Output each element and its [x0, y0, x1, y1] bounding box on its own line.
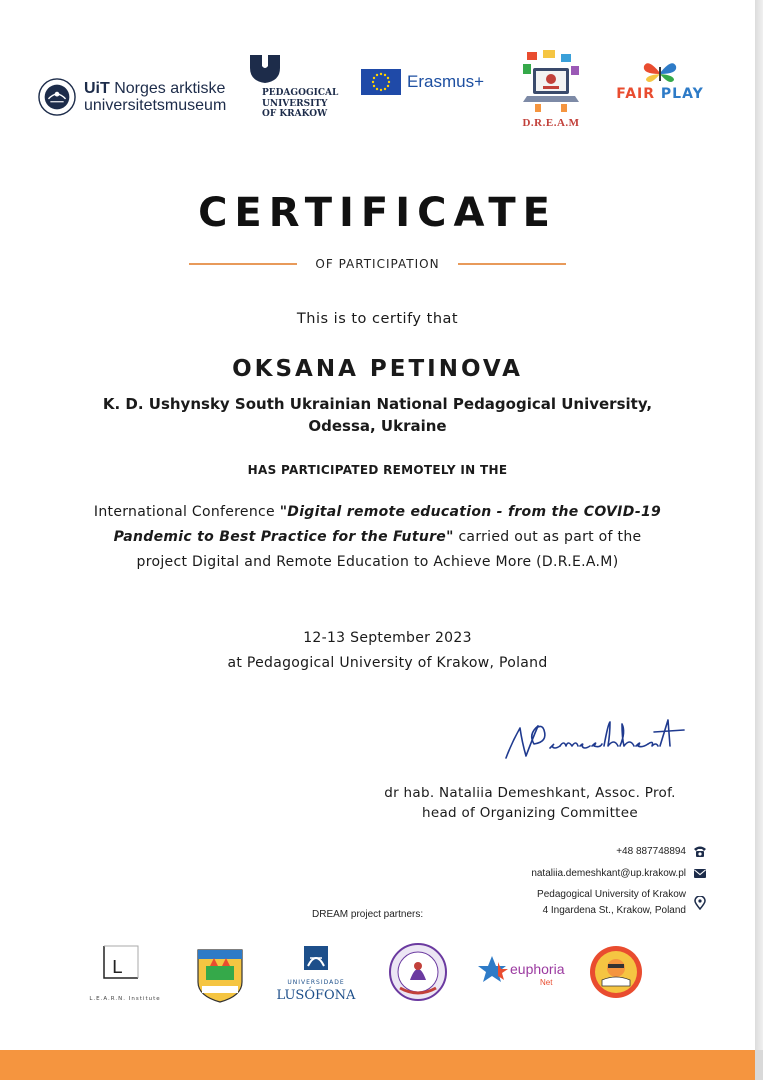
address-line1: Pedagogical University of Krakow — [537, 889, 686, 900]
erasmus-text: Erasmus+ — [407, 72, 484, 91]
phone-icon — [693, 844, 707, 858]
contact-phone: +48 887748894 — [616, 845, 686, 857]
bottom-accent-bar — [0, 1050, 755, 1080]
uit-seal-icon — [38, 78, 76, 116]
sun-seal-partner-logo — [588, 944, 644, 1000]
uit-wordmark — [84, 80, 226, 114]
uit-bold: UiT — [84, 80, 110, 97]
euphoria-net-logo — [478, 952, 568, 994]
signatory-role: head of Organizing Committee — [422, 805, 638, 821]
university-name-text: PEDAGOGICAL UNIVERSITY OF KRAKOW — [262, 88, 339, 119]
certificate-subtitle: OF PARTICIPATION — [315, 257, 440, 271]
fairplay-logo — [610, 58, 710, 102]
dream-logo — [513, 50, 589, 129]
lusofona-top-text: UNIVERSIDADE — [287, 979, 345, 986]
left-divider — [189, 263, 297, 265]
signatory-block — [360, 783, 700, 823]
crest-partner-logo — [196, 948, 244, 1004]
certify-text: This is to certify that — [296, 311, 459, 327]
fairplay-text: FAIR PLAY — [616, 86, 704, 102]
recipient-university — [0, 393, 755, 437]
participation-statement: HAS PARTICIPATED REMOTELY IN THE — [247, 463, 508, 477]
signatory-name: dr hab. Nataliia Demeshkant, Assoc. Prof. — [384, 785, 676, 801]
dream-laptop-icon — [521, 50, 581, 116]
dream-text: D.R.E.A.M — [522, 117, 580, 129]
partner-logos — [0, 940, 755, 1010]
learn-letter: L — [112, 957, 123, 978]
uit-logo — [38, 78, 226, 116]
conference-description — [90, 500, 665, 575]
event-date-location — [0, 626, 763, 676]
contact-email-row — [531, 865, 707, 881]
contact-email: nataliia.demeshkant@up.krakow.pl — [531, 867, 686, 879]
contact-block — [531, 843, 707, 919]
conference-title: "Digital remote education - from the COVID-19 Pandemic to Best Practice for the Future" — [113, 504, 662, 545]
erasmus-logo — [361, 69, 484, 95]
address-line2: 4 Ingardena St., Krakow, Poland — [542, 905, 686, 916]
contact-address-row — [531, 887, 707, 919]
round-seal-partner-logo — [388, 942, 448, 1002]
contact-phone-row — [531, 843, 707, 859]
recipient-name: OKSANA PETINOVA — [232, 356, 523, 382]
partners-label: DREAM project partners: — [312, 909, 424, 920]
eu-flag-icon — [361, 69, 401, 95]
event-date: 12-13 September 2023 — [303, 630, 472, 646]
euphoria-text: euphoria — [510, 961, 565, 977]
university-line2: Odessa, Ukraine — [308, 417, 447, 435]
page-edge-shadow — [755, 0, 763, 1080]
lusofona-bottom-text: LUSÓFONA — [276, 988, 356, 1003]
location-pin-icon — [693, 896, 707, 910]
university-line1: K. D. Ushynsky South Ukrainian National Pedagogical University, — [102, 395, 653, 413]
uit-line2: universitetsmuseum — [84, 97, 227, 114]
contact-address — [537, 887, 686, 919]
subtitle-row — [0, 257, 755, 271]
university-emblem-icon — [248, 54, 282, 84]
learn-caption: L.E.A.R.N. Institute — [89, 996, 161, 1002]
learn-institute-logo — [80, 942, 170, 1004]
body-suffix: carried out as part of the project Digital and Remote Education to Achieve More (D.R.E.A.M) — [136, 529, 642, 570]
handwritten-signature — [498, 712, 698, 764]
lusofona-logo — [272, 944, 360, 1006]
mail-icon — [693, 866, 707, 880]
euphoria-sub-text: Net — [540, 978, 553, 987]
pedagogical-university-logo — [244, 54, 344, 120]
bottom-bar-edge — [755, 1050, 763, 1080]
right-divider — [458, 263, 566, 265]
certificate-title: CERTIFICATE — [198, 190, 557, 236]
butterfly-icon — [642, 58, 678, 88]
event-location: at Pedagogical University of Krakow, Poland — [227, 655, 548, 671]
body-prefix: International Conference — [93, 504, 280, 520]
uit-line1: Norges arktiske — [109, 80, 226, 97]
